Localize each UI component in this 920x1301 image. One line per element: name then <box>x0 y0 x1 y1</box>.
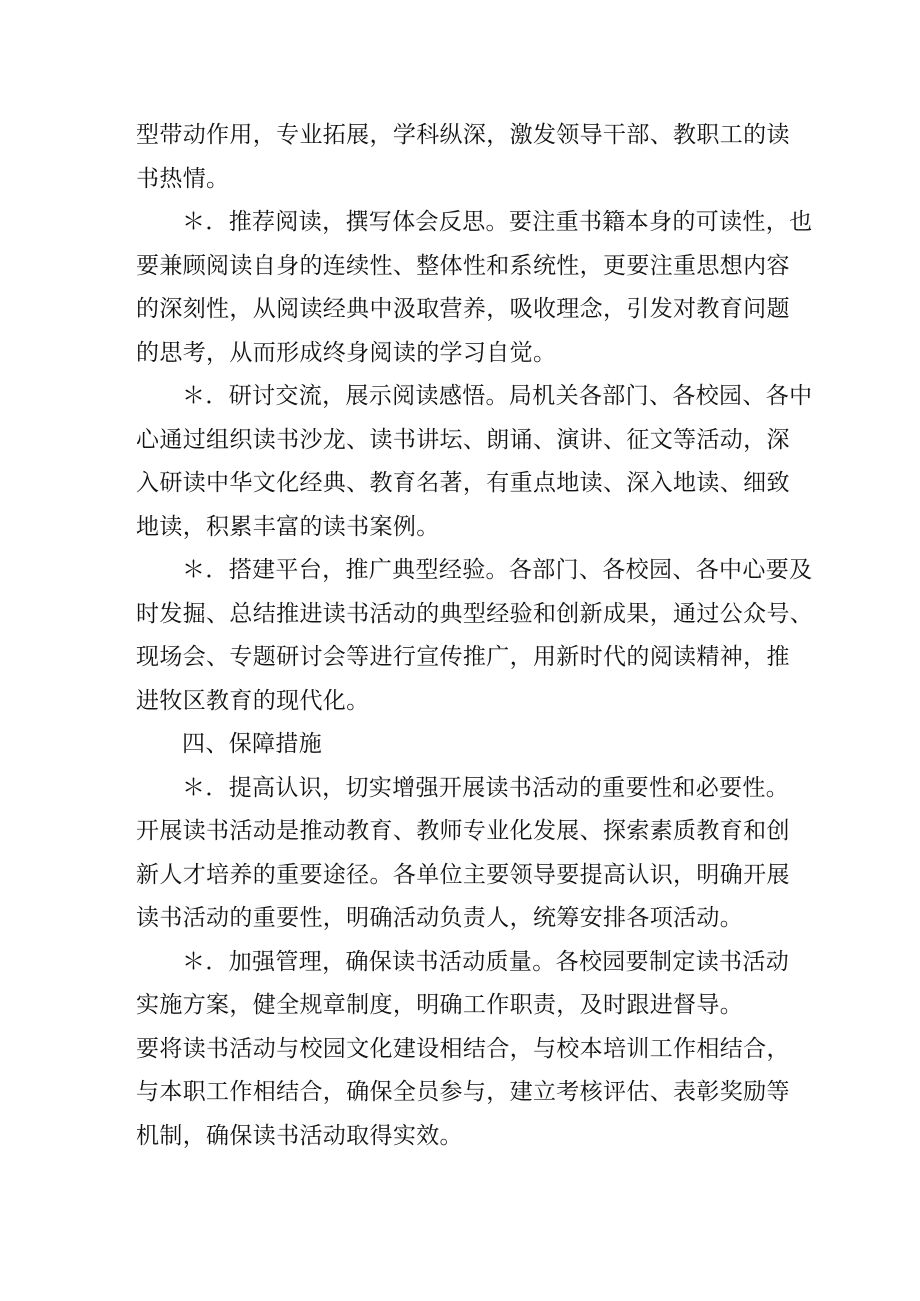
text-line: 型带动作用，专业拓展，学科纵深，激发领导干部、教职工的读 <box>136 122 790 148</box>
text-line: 要将读书活动与校园文化建设相结合，与校本培训工作相结合， <box>136 1036 790 1062</box>
paragraph-start-line: ＊．提高认识，切实增强开展读书活动的重要性和必要性。 <box>182 775 790 801</box>
text-line: 心通过组织读书沙龙、读书讲坛、朗诵、演讲、征文等活动，深 <box>136 427 790 453</box>
text-line: 要兼顾阅读自身的连续性、整体性和系统性，更要注重思想内容 <box>136 253 790 279</box>
text-line: 地读，积累丰富的读书案例。 <box>136 514 440 540</box>
paragraph-start-line: ＊．推荐阅读，撰写体会反思。要注重书籍本身的可读性，也 <box>182 209 813 235</box>
text-line: 现场会、专题研讨会等进行宣传推广，用新时代的阅读精神，推 <box>136 644 790 670</box>
paragraph-start-line: ＊．加强管理，确保读书活动质量。各校园要制定读书活动 <box>182 949 790 975</box>
text-line: 机制，确保读书活动取得实效。 <box>136 1123 463 1149</box>
text-line: 实施方案，健全规章制度，明确工作职责，及时跟进督导。 <box>136 992 744 1018</box>
paragraph-start-line: ＊．搭建平台，推广典型经验。各部门、各校园、各中心要及 <box>182 557 813 583</box>
text-line: 时发掘、总结推进读书活动的典型经验和创新成果，通过公众号、 <box>136 601 814 627</box>
section-heading: 四、保障措施 <box>182 731 323 757</box>
text-line: 与本职工作相结合，确保全员参与，建立考核评估、表彰奖励等 <box>136 1079 790 1105</box>
text-line: 新人才培养的重要途径。各单位主要领导要提高认识，明确开展 <box>136 862 790 888</box>
text-line: 的思考，从而形成终身阅读的学习自觉。 <box>136 340 557 366</box>
text-line: 的深刻性，从阅读经典中汲取营养，吸收理念，引发对教育问题 <box>136 296 790 322</box>
text-line: 书热情。 <box>136 166 230 192</box>
text-line: 开展读书活动是推动教育、教师专业化发展、探索素质教育和创 <box>136 818 790 844</box>
text-line: 入研读中华文化经典、教育名著，有重点地读、深入地读、细致 <box>136 470 790 496</box>
text-line: 进牧区教育的现代化。 <box>136 688 370 714</box>
text-line: 读书活动的重要性，明确活动负责人，统筹安排各项活动。 <box>136 905 744 931</box>
paragraph-start-line: ＊．研讨交流，展示阅读感悟。局机关各部门、各校园、各中 <box>182 383 813 409</box>
